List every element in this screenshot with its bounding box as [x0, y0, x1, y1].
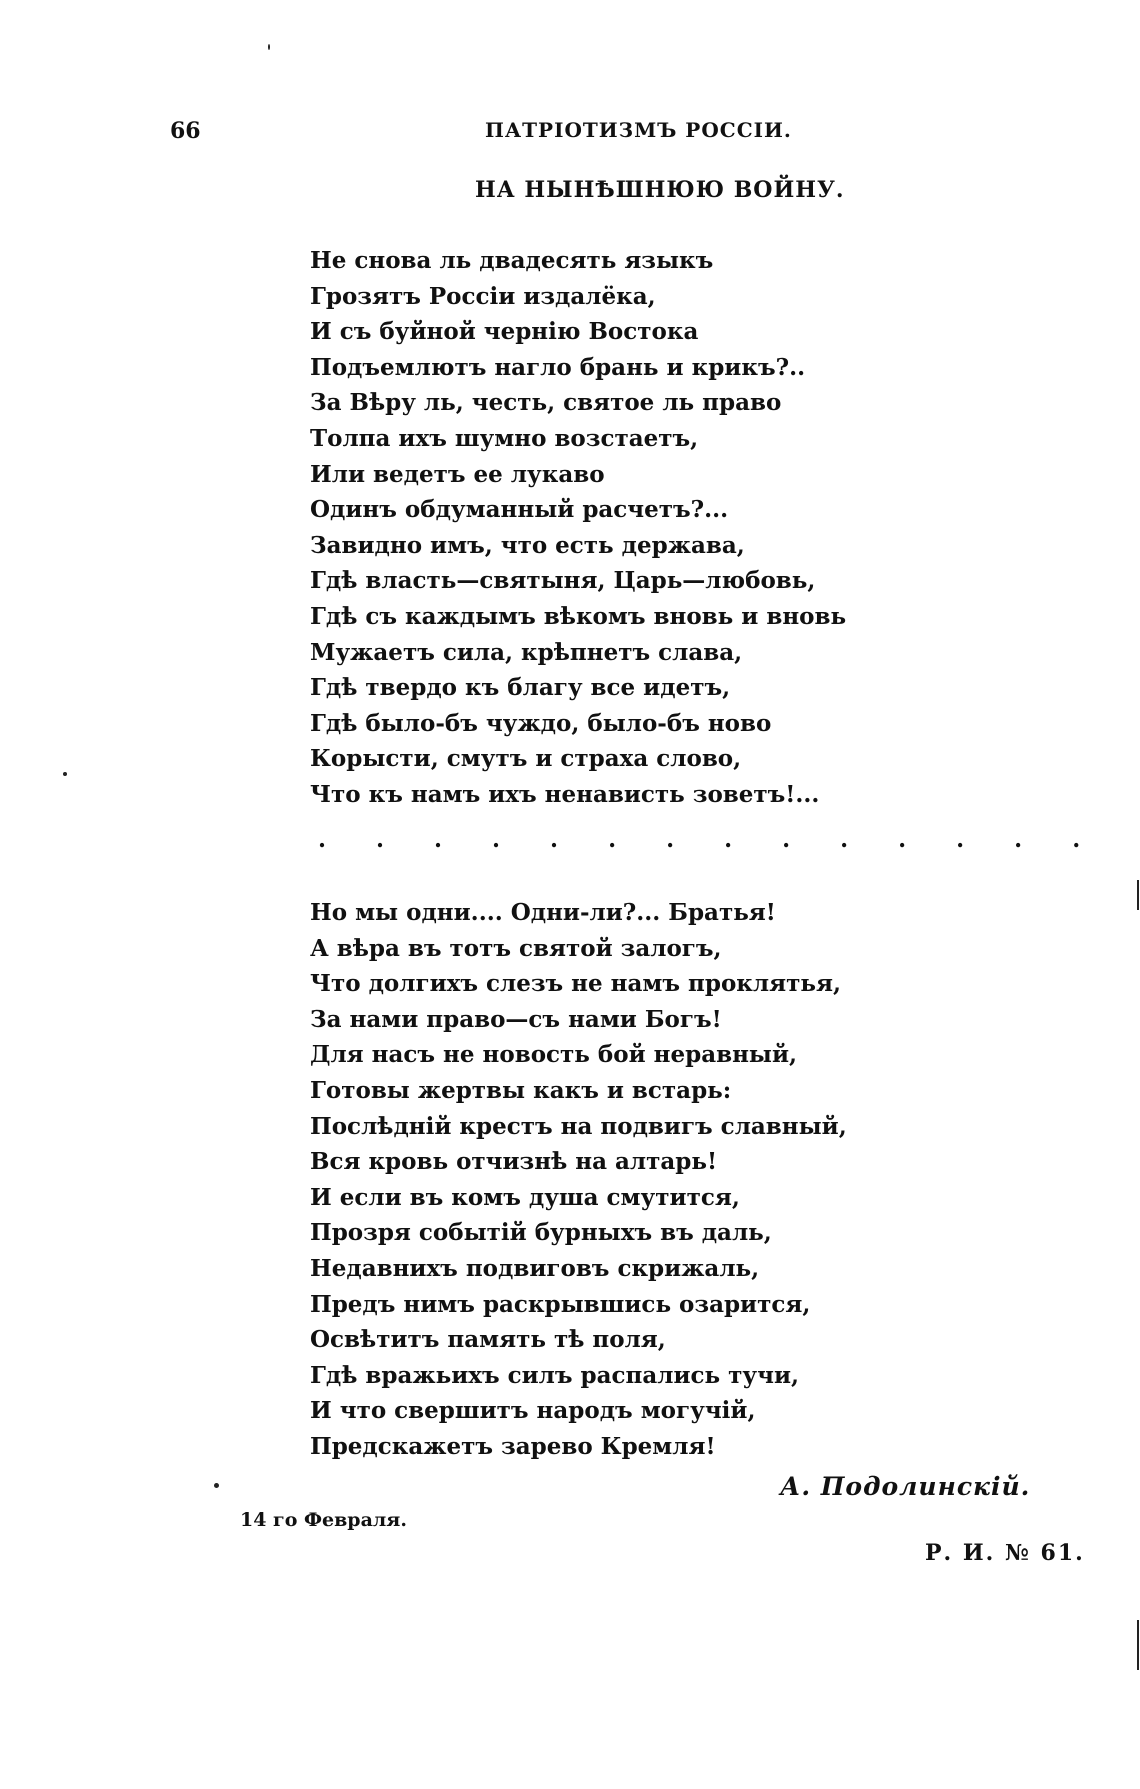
poem-line: Для насъ не новость бой неравный, — [310, 1041, 798, 1069]
poem-line: Вся кровь отчизнѣ на алтарь! — [310, 1148, 718, 1176]
poem-line: Корысти, смутъ и страха слово, — [310, 745, 742, 773]
scan-speck — [1137, 1620, 1139, 1670]
poem-line: Гдѣ съ каждымъ вѣкомъ вновь и вновь — [310, 602, 847, 630]
poem-line: Предскажетъ зарево Кремля! — [310, 1432, 716, 1460]
scan-speck — [63, 772, 67, 776]
poem-stanza-1 — [310, 243, 846, 813]
author-signature: А. Подолинскій. — [780, 1472, 1031, 1501]
poem-line: Одинъ обдуманный расчетъ?... — [310, 496, 729, 524]
poem-line: И что свершитъ народъ могучій, — [310, 1397, 756, 1425]
poem-line: Гдѣ было-бъ чуждо, было-бъ ново — [310, 709, 772, 737]
poem-line: Готовы жертвы какъ и встарь: — [310, 1076, 732, 1104]
poem-line: Гдѣ вражьихъ силъ распались тучи, — [310, 1361, 800, 1389]
poem-line: Что къ намъ ихъ ненависть зоветъ!... — [310, 780, 820, 808]
running-head: ПАТРІОТИЗМЪ РОССІИ. — [485, 118, 792, 142]
poem-line: Прозря событій бурныхъ въ даль, — [310, 1219, 772, 1247]
poem-line: Завидно имъ, что есть держава, — [310, 531, 745, 559]
page-number: 66 — [170, 118, 201, 144]
poem-line: Гдѣ власть—святыня, Царь—любовь, — [310, 567, 816, 595]
poem-line: Подъемлютъ нагло брань и крикъ?.. — [310, 353, 806, 381]
poem-line: Освѣтитъ память тѣ поля, — [310, 1326, 666, 1354]
poem-stanza-2 — [310, 895, 847, 1465]
scan-speck — [268, 44, 270, 50]
poem-line: И съ буйной чернію Востока — [310, 318, 699, 346]
poem-line: Мужаетъ сила, крѣпнетъ слава, — [310, 638, 743, 666]
date-note: 14 го Февраля. — [240, 1509, 407, 1531]
poem-line: Что долгихъ слезъ не намъ проклятья, — [310, 970, 841, 998]
poem-line: Но мы одни.... Одни-ли?... Братья! — [310, 899, 776, 926]
poem-line: За Вѣру ль, честь, святое ль право — [310, 389, 782, 417]
poem-line: За нами право—съ нами Богъ! — [310, 1005, 722, 1033]
source-note: Р. И. № 61. — [925, 1540, 1085, 1566]
scan-speck — [214, 1483, 219, 1488]
poem-line: Не снова ль двадесять языкъ — [310, 247, 714, 274]
poem-line: Гдѣ твердо къ благу все идетъ, — [310, 674, 731, 702]
poem-line: Грозятъ Россіи издалёка, — [310, 282, 656, 310]
poem-line: И если въ комъ душа смутится, — [310, 1183, 740, 1211]
poem-line: Или ведетъ ее лукаво — [310, 460, 605, 488]
poem-title: НА НЫНѢШНЮЮ ВОЙНУ. — [475, 177, 845, 203]
poem-line: Предъ нимъ раскрывшись озарится, — [310, 1290, 811, 1318]
poem-line: Недавнихъ подвиговъ скрижаль, — [310, 1254, 760, 1282]
poem-line: А вѣра въ тотъ святой залогъ, — [310, 934, 722, 962]
scan-speck — [1137, 880, 1139, 910]
omission-dots: . . . . . . . . . . . . . . — [318, 826, 1102, 853]
poem-line: Послѣдній крестъ на подвигъ славный, — [310, 1112, 847, 1140]
poem-line: Толпа ихъ шумно возстаетъ, — [310, 424, 699, 452]
